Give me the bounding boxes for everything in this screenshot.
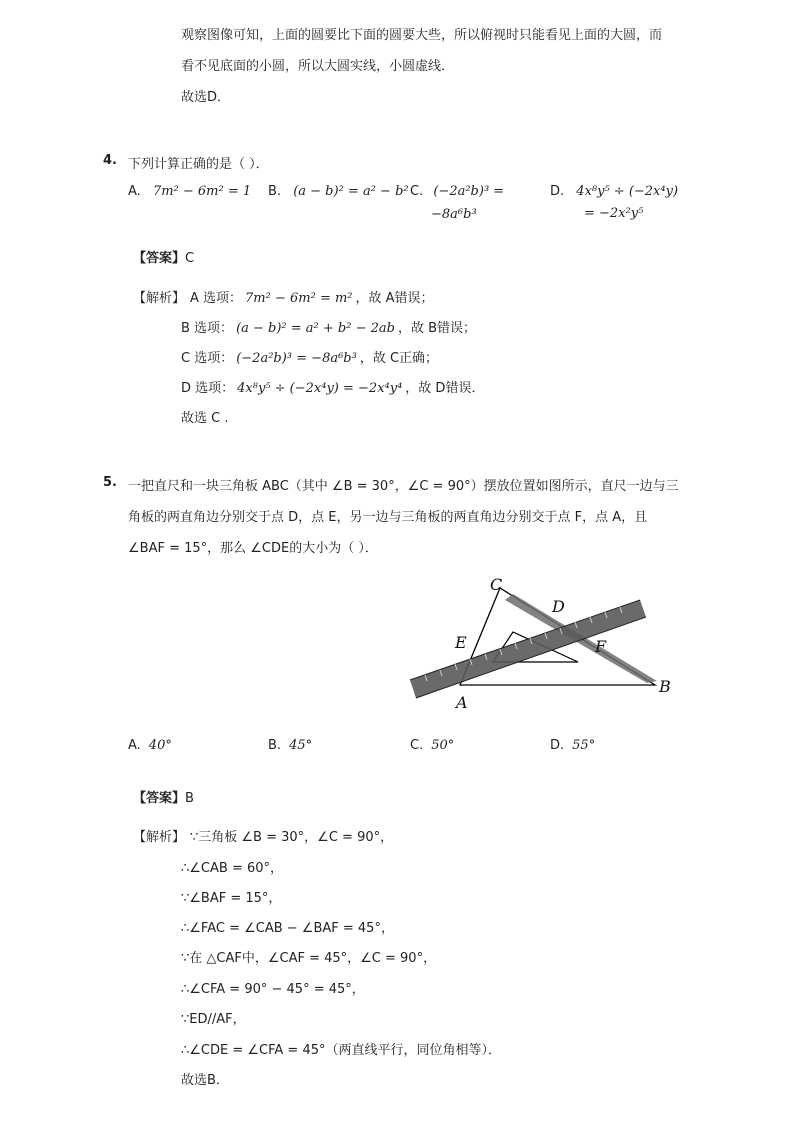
ruler-triangle-figure bbox=[395, 570, 690, 720]
q4-option-b-letter: B. bbox=[268, 184, 282, 199]
q4-analysis-line-2: B 选项： (a − b)² = a² + b² − 2ab ，故 B错误； bbox=[181, 321, 477, 336]
q5-analysis-line-1: ∵三角板 ∠B = 30°，∠C = 90°， bbox=[190, 830, 394, 845]
q4-number: 4. bbox=[103, 153, 117, 168]
q4-option-c bbox=[410, 184, 504, 199]
q4-conclusion: 故选 C . bbox=[181, 411, 229, 426]
prev-solution-line-1: 观察图像可知，上面的圆要比下面的圆要大些，所以俯视时只能看见上面的大圆，而 bbox=[181, 28, 663, 43]
q4-option-b-expr: (a − b)² = a² − b² bbox=[293, 184, 409, 199]
q4-option-d-letter: D. bbox=[550, 184, 565, 199]
label-f: F bbox=[595, 637, 607, 656]
q4-answer-label: 【答案】 bbox=[133, 251, 186, 266]
q4-answer bbox=[133, 247, 194, 266]
q5-answer bbox=[133, 787, 194, 806]
label-a: A bbox=[456, 693, 468, 712]
q5-stem-line-2: 角板的两直角边分别交于点 D，点 E，另一边与三角板的两直角边分别交于点 F，点 A，且 bbox=[128, 510, 648, 525]
q4-answer-value: C bbox=[185, 251, 195, 266]
label-b: B bbox=[659, 677, 671, 696]
q4-analysis-line-4: D 选项： 4x⁸y⁵ ÷ (−2x⁴y) = −2x⁴y⁴ ，故 D错误． bbox=[181, 381, 485, 396]
q5-answer-value: B bbox=[185, 791, 194, 806]
q4-option-c-expr-2: −8a⁶b³ bbox=[431, 207, 477, 222]
q4-option-d-expr-1: 4x⁸y⁵ ÷ (−2x⁴y) bbox=[576, 184, 679, 199]
q5-option-d: D. 55° bbox=[550, 738, 596, 753]
q5-stem-line-1: 一把直尺和一块三角板 ABC（其中 ∠B = 30°，∠C = 90°）摆放位置如图所示，直尺一边与三 bbox=[128, 479, 679, 494]
prev-solution-conclusion: 故选D． bbox=[181, 90, 231, 105]
q4-option-a bbox=[128, 184, 251, 199]
q5-analysis-line-8: ∴∠CDE = ∠CFA = 45°（两直线平行，同位角相等）． bbox=[181, 1043, 501, 1058]
q4-option-a-letter: A. bbox=[128, 184, 141, 199]
q5-conclusion: 故选B． bbox=[181, 1073, 229, 1088]
q5-option-a: A. 40° bbox=[128, 738, 172, 753]
label-c: C bbox=[490, 575, 503, 594]
q5-option-c: C. 50° bbox=[410, 738, 455, 753]
q4-option-c-letter: C. bbox=[410, 184, 424, 199]
q4-stem: 下列计算正确的是（ ）． bbox=[128, 157, 269, 172]
label-d: D bbox=[552, 597, 565, 616]
q4-option-a-expr: 7m² − 6m² = 1 bbox=[152, 184, 252, 199]
q5-number: 5. bbox=[103, 475, 117, 490]
q5-analysis-line-7: ∵ED//AF， bbox=[181, 1012, 246, 1027]
q5-analysis-line-3: ∵∠BAF = 15°， bbox=[181, 891, 282, 906]
q4-analysis-line-1: A 选项： 7m² − 6m² = m² ，故 A错误； bbox=[190, 291, 434, 306]
q5-analysis-line-2: ∴∠CAB = 60°， bbox=[181, 861, 284, 876]
label-e: E bbox=[455, 633, 467, 652]
q5-option-b: B. 45° bbox=[268, 738, 313, 753]
q5-analysis-label: 【解析】 bbox=[133, 830, 186, 845]
q5-analysis-line-5: ∵在 △CAF中，∠CAF = 45°，∠C = 90°， bbox=[181, 951, 437, 966]
q4-option-c-expr-1: (−2a²b)³ = bbox=[433, 184, 505, 199]
prev-solution-line-2: 看不见底面的小圆，所以大圆实线，小圆虚线． bbox=[181, 59, 455, 74]
q5-analysis-line-4: ∴∠FAC = ∠CAB − ∠BAF = 45°， bbox=[181, 921, 394, 936]
ruler-body bbox=[410, 600, 646, 698]
q4-analysis-label: 【解析】 bbox=[133, 291, 186, 306]
q4-analysis-line-3: C 选项： (−2a²b)³ = −8a⁶b³ ，故 C正确； bbox=[181, 351, 439, 366]
q4-option-d-expr-2: = −2x²y⁵ bbox=[584, 206, 644, 221]
q5-answer-label: 【答案】 bbox=[133, 791, 186, 806]
q5-analysis-line-6: ∴∠CFA = 90° − 45° = 45°， bbox=[181, 982, 365, 997]
q4-option-d bbox=[550, 184, 678, 199]
q4-option-b bbox=[268, 184, 409, 199]
q5-stem-line-3: ∠BAF = 15°，那么 ∠CDE的大小为（ ）． bbox=[128, 541, 378, 556]
